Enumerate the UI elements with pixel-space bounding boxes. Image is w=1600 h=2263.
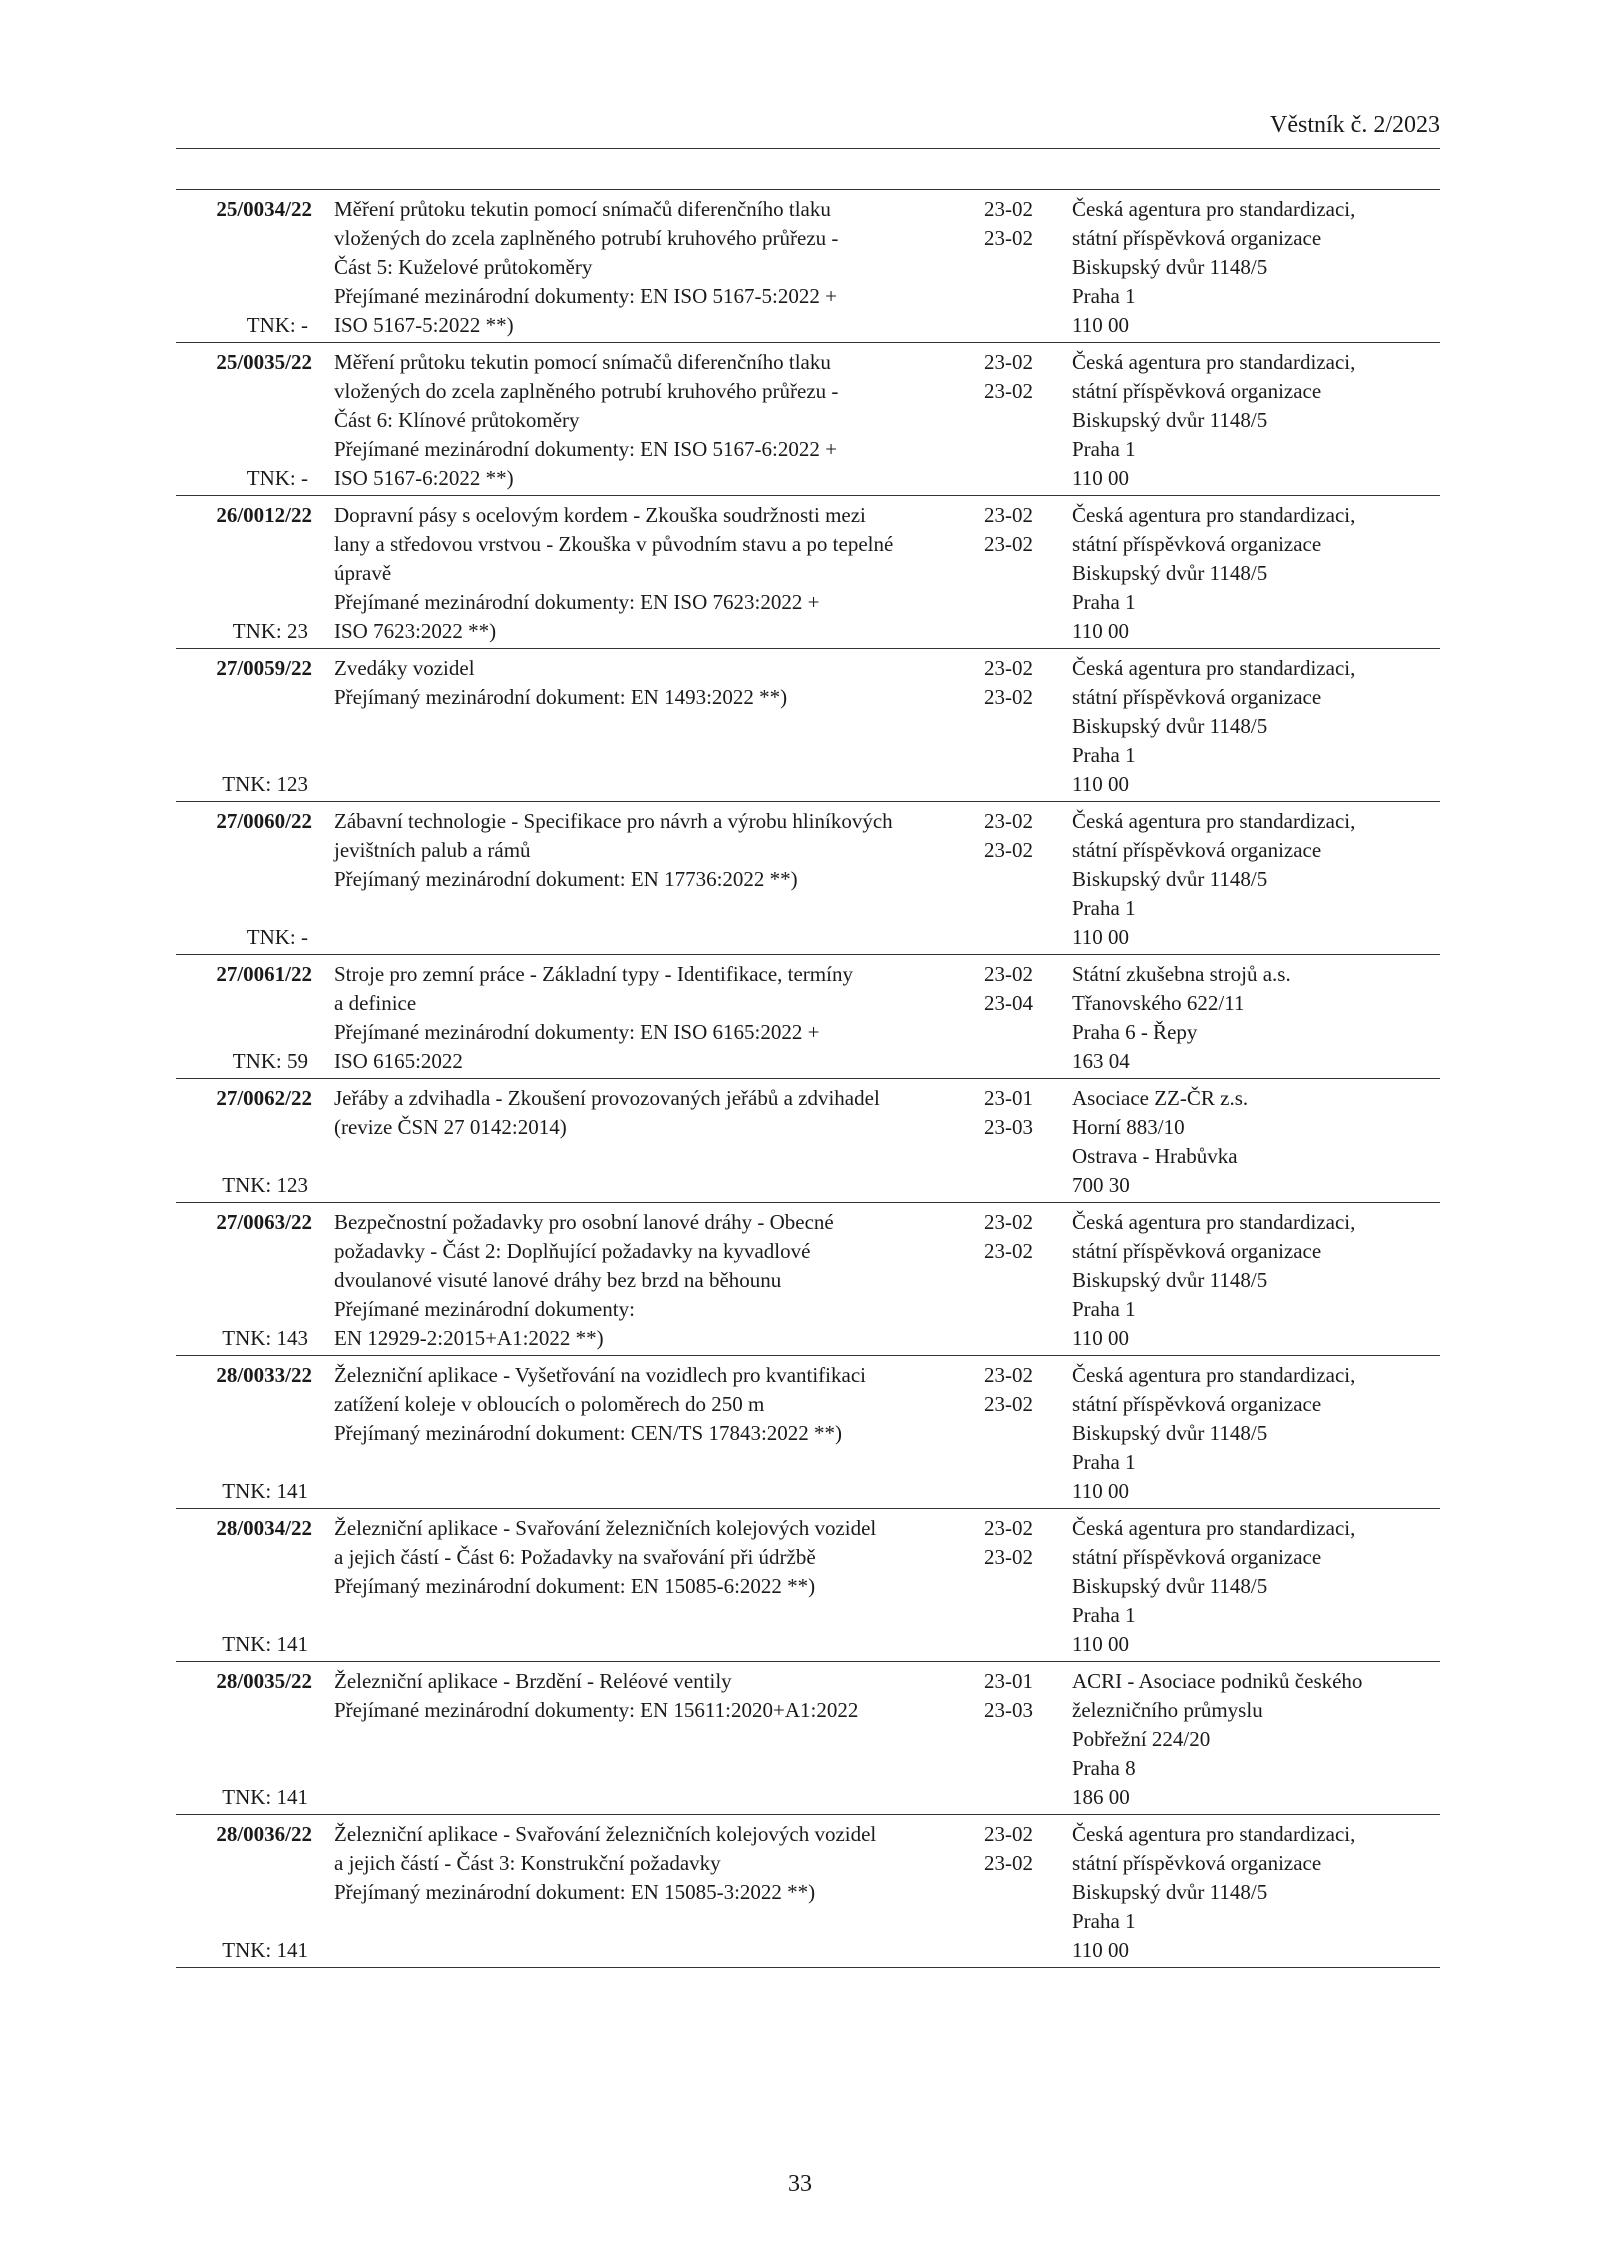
title-line: Zábavní technologie - Specifikace pro návrh a výrobu hliníkových <box>334 809 893 833</box>
date-value: 23-02 <box>984 1516 1033 1540</box>
org-line: státní příspěvková organizace <box>1072 685 1322 709</box>
date-value: 23-04 <box>984 991 1033 1015</box>
title-line: vložených do zcela zaplněného potrubí kruhového průřezu - <box>334 226 839 250</box>
row-tnk: TNK: - <box>246 466 308 490</box>
row-tnk: TNK: 123 <box>222 1173 308 1197</box>
org-line: státní příspěvková organizace <box>1072 1392 1322 1416</box>
row-org-cell <box>1072 1361 1440 1506</box>
org-line: Biskupský dvůr 1148/5 <box>1072 255 1268 279</box>
org-line: Praha 1 <box>1072 437 1136 461</box>
row-id-cell <box>176 1514 312 1659</box>
date-value: 23-01 <box>984 1669 1033 1693</box>
row-id-cell <box>176 807 312 952</box>
row-number: 27/0063/22 <box>216 1210 312 1234</box>
date-value: 23-02 <box>984 1545 1033 1569</box>
org-line: státní příspěvková organizace <box>1072 838 1322 862</box>
row-id-cell <box>176 195 312 340</box>
date-value: 23-02 <box>984 1822 1033 1846</box>
row-dates-cell <box>984 1361 1044 1506</box>
row-tnk: TNK: 141 <box>222 1632 308 1656</box>
standards-table <box>176 189 1440 1968</box>
date-value: 23-01 <box>984 1086 1033 1110</box>
row-number: 26/0012/22 <box>216 503 312 527</box>
title-line: Měření průtoku tekutin pomocí snímačů diferenčního tlaku <box>334 350 831 374</box>
org-line: státní příspěvková organizace <box>1072 1545 1322 1569</box>
title-line: lany a středovou vrstvou - Zkouška v původním stavu a po tepelné <box>334 532 894 556</box>
row-id-cell <box>176 1667 312 1812</box>
title-line: Přejímaný mezinárodní dokument: EN 15085-3:2022 **) <box>334 1880 816 1904</box>
row-org-cell <box>1072 1667 1440 1812</box>
row-title-cell <box>334 1667 984 1812</box>
row-number: 28/0034/22 <box>216 1516 312 1540</box>
row-title-cell <box>334 1361 984 1506</box>
row-title-cell <box>334 501 984 646</box>
row-dates-cell <box>984 807 1044 952</box>
org-line: Praha 6 - Řepy <box>1072 1020 1198 1044</box>
date-value: 23-02 <box>984 1239 1033 1263</box>
table-row <box>176 801 1440 954</box>
org-line: 110 00 <box>1072 1479 1129 1503</box>
row-number: 27/0060/22 <box>216 809 312 833</box>
row-dates-cell <box>984 1084 1044 1200</box>
org-line: Česká agentura pro standardizaci, <box>1072 503 1356 527</box>
title-line: úpravě <box>334 561 392 585</box>
org-line: Biskupský dvůr 1148/5 <box>1072 561 1268 585</box>
org-line: Praha 1 <box>1072 896 1136 920</box>
row-tnk: TNK: 141 <box>222 1479 308 1503</box>
org-line: 110 00 <box>1072 925 1129 949</box>
title-line: Železniční aplikace - Svařování železničních kolejových vozidel <box>334 1516 877 1540</box>
table-row <box>176 954 1440 1078</box>
org-line: železničního průmyslu <box>1072 1698 1263 1722</box>
row-dates-cell <box>984 654 1044 799</box>
org-line: Praha 1 <box>1072 1297 1136 1321</box>
title-line: vložených do zcela zaplněného potrubí kruhového průřezu - <box>334 379 839 403</box>
title-line: Bezpečnostní požadavky pro osobní lanové dráhy - Obecné <box>334 1210 834 1234</box>
row-dates-cell <box>984 501 1044 646</box>
row-org-cell <box>1072 1820 1440 1965</box>
title-line: zatížení koleje v obloucích o poloměrech do 250 m <box>334 1392 765 1416</box>
date-value: 23-02 <box>984 1851 1033 1875</box>
date-value: 23-02 <box>984 226 1033 250</box>
title-line: Měření průtoku tekutin pomocí snímačů diferenčního tlaku <box>334 197 831 221</box>
title-line: (revize ČSN 27 0142:2014) <box>334 1115 567 1139</box>
org-line: Praha 1 <box>1072 590 1136 614</box>
row-id-cell <box>176 960 312 1076</box>
row-id-cell <box>176 348 312 493</box>
org-line: státní příspěvková organizace <box>1072 1239 1322 1263</box>
row-id-cell <box>176 501 312 646</box>
org-line: 110 00 <box>1072 619 1129 643</box>
org-line: 110 00 <box>1072 466 1129 490</box>
title-line: Jeřáby a zdvihadla - Zkoušení provozovaných jeřábů a zdvihadel <box>334 1086 880 1110</box>
row-number: 28/0033/22 <box>216 1363 312 1387</box>
row-org-cell <box>1072 1514 1440 1659</box>
row-dates-cell <box>984 1820 1044 1965</box>
org-line: Biskupský dvůr 1148/5 <box>1072 1268 1268 1292</box>
title-line: Železniční aplikace - Vyšetřování na vozidlech pro kvantifikaci <box>334 1363 866 1387</box>
org-line: 110 00 <box>1072 1326 1129 1350</box>
title-line: a jejich částí - Část 6: Požadavky na svařování při údržbě <box>334 1545 816 1569</box>
date-value: 23-02 <box>984 838 1033 862</box>
table-row <box>176 495 1440 648</box>
org-line: Praha 1 <box>1072 1603 1136 1627</box>
date-value: 23-02 <box>984 532 1033 556</box>
org-line: Biskupský dvůr 1148/5 <box>1072 714 1268 738</box>
org-line: Česká agentura pro standardizaci, <box>1072 1363 1356 1387</box>
row-tnk: TNK: - <box>246 925 308 949</box>
date-value: 23-02 <box>984 962 1033 986</box>
row-tnk: TNK: 143 <box>222 1326 308 1350</box>
row-number: 28/0036/22 <box>216 1822 312 1846</box>
org-line: Státní zkušebna strojů a.s. <box>1072 962 1291 986</box>
org-line: Biskupský dvůr 1148/5 <box>1072 1574 1268 1598</box>
org-line: Praha 8 <box>1072 1756 1136 1780</box>
row-title-cell <box>334 195 984 340</box>
row-org-cell <box>1072 348 1440 493</box>
org-line: 700 30 <box>1072 1173 1130 1197</box>
title-line: EN 12929-2:2015+A1:2022 **) <box>334 1326 604 1350</box>
org-line: Praha 1 <box>1072 284 1136 308</box>
row-tnk: TNK: 141 <box>222 1785 308 1809</box>
row-number: 27/0059/22 <box>216 656 312 680</box>
org-line: Česká agentura pro standardizaci, <box>1072 350 1356 374</box>
journal-title: Věstník č. 2/2023 <box>1270 112 1440 138</box>
page-number: 33 <box>788 2171 812 2197</box>
row-title-cell <box>334 807 984 952</box>
title-line: Část 6: Klínové průtokoměry <box>334 408 580 432</box>
table-row <box>176 1814 1440 1968</box>
table-row <box>176 1355 1440 1508</box>
date-value: 23-03 <box>984 1698 1033 1722</box>
row-org-cell <box>1072 1208 1440 1353</box>
title-line: Přejímaný mezinárodní dokument: EN 1493:2022 **) <box>334 685 788 709</box>
title-line: ISO 5167-5:2022 **) <box>334 313 514 337</box>
title-line: Přejímané mezinárodní dokumenty: EN ISO 6165:2022 + <box>334 1020 820 1044</box>
row-id-cell <box>176 1820 312 1965</box>
org-line: státní příspěvková organizace <box>1072 1851 1322 1875</box>
row-dates-cell <box>984 195 1044 340</box>
org-line: státní příspěvková organizace <box>1072 379 1322 403</box>
date-value: 23-02 <box>984 1363 1033 1387</box>
row-title-cell <box>334 1208 984 1353</box>
title-line: požadavky - Část 2: Doplňující požadavky na kyvadlové <box>334 1239 811 1263</box>
row-org-cell <box>1072 654 1440 799</box>
org-line: Česká agentura pro standardizaci, <box>1072 656 1356 680</box>
org-line: Praha 1 <box>1072 743 1136 767</box>
row-id-cell <box>176 1084 312 1200</box>
row-title-cell <box>334 1084 984 1200</box>
row-org-cell <box>1072 960 1440 1076</box>
org-line: 110 00 <box>1072 772 1129 796</box>
title-line: Přejímaný mezinárodní dokument: CEN/TS 17843:2022 **) <box>334 1421 843 1445</box>
org-line: 163 04 <box>1072 1049 1130 1073</box>
row-tnk: TNK: - <box>246 313 308 337</box>
org-line: Ostrava - Hrabůvka <box>1072 1144 1238 1168</box>
date-value: 23-02 <box>984 809 1033 833</box>
date-value: 23-02 <box>984 197 1033 221</box>
row-org-cell <box>1072 1084 1440 1200</box>
title-line: Zvedáky vozidel <box>334 656 475 680</box>
title-line: Dopravní pásy s ocelovým kordem - Zkouška soudržnosti mezi <box>334 503 866 527</box>
table-row <box>176 1508 1440 1661</box>
title-line: Železniční aplikace - Svařování železničních kolejových vozidel <box>334 1822 877 1846</box>
date-value: 23-02 <box>984 656 1033 680</box>
title-line: Část 5: Kuželové průtokoměry <box>334 255 593 279</box>
date-value: 23-03 <box>984 1115 1033 1139</box>
row-dates-cell <box>984 1514 1044 1659</box>
title-line: Přejímané mezinárodní dokumenty: <box>334 1297 635 1321</box>
title-line: Přejímané mezinárodní dokumenty: EN ISO 5167-6:2022 + <box>334 437 837 461</box>
title-line: ISO 7623:2022 **) <box>334 619 497 643</box>
org-line: Pobřežní 224/20 <box>1072 1727 1211 1751</box>
org-line: 110 00 <box>1072 1938 1129 1962</box>
row-org-cell <box>1072 501 1440 646</box>
row-number: 27/0061/22 <box>216 962 312 986</box>
org-line: 186 00 <box>1072 1785 1130 1809</box>
org-line: Biskupský dvůr 1148/5 <box>1072 408 1268 432</box>
title-line: Stroje pro zemní práce - Základní typy - Identifikace, termíny <box>334 962 853 986</box>
title-line: ISO 6165:2022 <box>334 1049 463 1073</box>
row-number: 25/0034/22 <box>216 197 312 221</box>
row-title-cell <box>334 348 984 493</box>
org-line: Biskupský dvůr 1148/5 <box>1072 1421 1268 1445</box>
row-tnk: TNK: 141 <box>222 1938 308 1962</box>
org-line: Asociace ZZ-ČR z.s. <box>1072 1086 1249 1110</box>
org-line: Česká agentura pro standardizaci, <box>1072 1210 1356 1234</box>
row-tnk: TNK: 123 <box>222 772 308 796</box>
row-dates-cell <box>984 348 1044 493</box>
row-dates-cell <box>984 1208 1044 1353</box>
row-title-cell <box>334 1514 984 1659</box>
row-number: 27/0062/22 <box>216 1086 312 1110</box>
row-org-cell <box>1072 195 1440 340</box>
date-value: 23-02 <box>984 685 1033 709</box>
table-row <box>176 1202 1440 1355</box>
table-row <box>176 648 1440 801</box>
org-line: Praha 1 <box>1072 1909 1136 1933</box>
org-line: 110 00 <box>1072 1632 1129 1656</box>
org-line: Česká agentura pro standardizaci, <box>1072 197 1356 221</box>
org-line: Česká agentura pro standardizaci, <box>1072 1516 1356 1540</box>
date-value: 23-02 <box>984 1210 1033 1234</box>
date-value: 23-02 <box>984 503 1033 527</box>
title-line: Přejímané mezinárodní dokumenty: EN ISO 7623:2022 + <box>334 590 820 614</box>
title-line: Přejímané mezinárodní dokumenty: EN 15611:2020+A1:2022 <box>334 1698 859 1722</box>
row-id-cell <box>176 1361 312 1506</box>
row-tnk: TNK: 59 <box>232 1049 308 1073</box>
org-line: státní příspěvková organizace <box>1072 226 1322 250</box>
row-title-cell <box>334 654 984 799</box>
row-tnk: TNK: 23 <box>232 619 308 643</box>
row-title-cell <box>334 1820 984 1965</box>
title-line: Přejímaný mezinárodní dokument: EN 17736:2022 **) <box>334 867 798 891</box>
table-row <box>176 342 1440 495</box>
date-value: 23-02 <box>984 1392 1033 1416</box>
row-title-cell <box>334 960 984 1076</box>
row-dates-cell <box>984 1667 1044 1812</box>
org-line: Třanovského 622/11 <box>1072 991 1245 1015</box>
page-header <box>176 108 1440 149</box>
row-id-cell <box>176 654 312 799</box>
row-org-cell <box>1072 807 1440 952</box>
title-line: jevištních palub a rámů <box>334 838 531 862</box>
row-id-cell <box>176 1208 312 1353</box>
org-line: Biskupský dvůr 1148/5 <box>1072 867 1268 891</box>
org-line: Biskupský dvůr 1148/5 <box>1072 1880 1268 1904</box>
org-line: Praha 1 <box>1072 1450 1136 1474</box>
title-line: Železniční aplikace - Brzdění - Reléové ventily <box>334 1669 732 1693</box>
title-line: Přejímaný mezinárodní dokument: EN 15085-6:2022 **) <box>334 1574 816 1598</box>
row-number: 28/0035/22 <box>216 1669 312 1693</box>
title-line: a definice <box>334 991 417 1015</box>
org-line: ACRI - Asociace podniků českého <box>1072 1669 1363 1693</box>
title-line: ISO 5167-6:2022 **) <box>334 466 514 490</box>
org-line: 110 00 <box>1072 313 1129 337</box>
org-line: Česká agentura pro standardizaci, <box>1072 809 1356 833</box>
date-value: 23-02 <box>984 379 1033 403</box>
org-line: Horní 883/10 <box>1072 1115 1185 1139</box>
table-row <box>176 1661 1440 1814</box>
date-value: 23-02 <box>984 350 1033 374</box>
table-row <box>176 1078 1440 1202</box>
org-line: státní příspěvková organizace <box>1072 532 1322 556</box>
row-number: 25/0035/22 <box>216 350 312 374</box>
title-line: dvoulanové visuté lanové dráhy bez brzd na běhounu <box>334 1268 782 1292</box>
title-line: Přejímané mezinárodní dokumenty: EN ISO 5167-5:2022 + <box>334 284 837 308</box>
org-line: Česká agentura pro standardizaci, <box>1072 1822 1356 1846</box>
title-line: a jejich částí - Část 3: Konstrukční požadavky <box>334 1851 721 1875</box>
table-row <box>176 189 1440 342</box>
row-dates-cell <box>984 960 1044 1076</box>
